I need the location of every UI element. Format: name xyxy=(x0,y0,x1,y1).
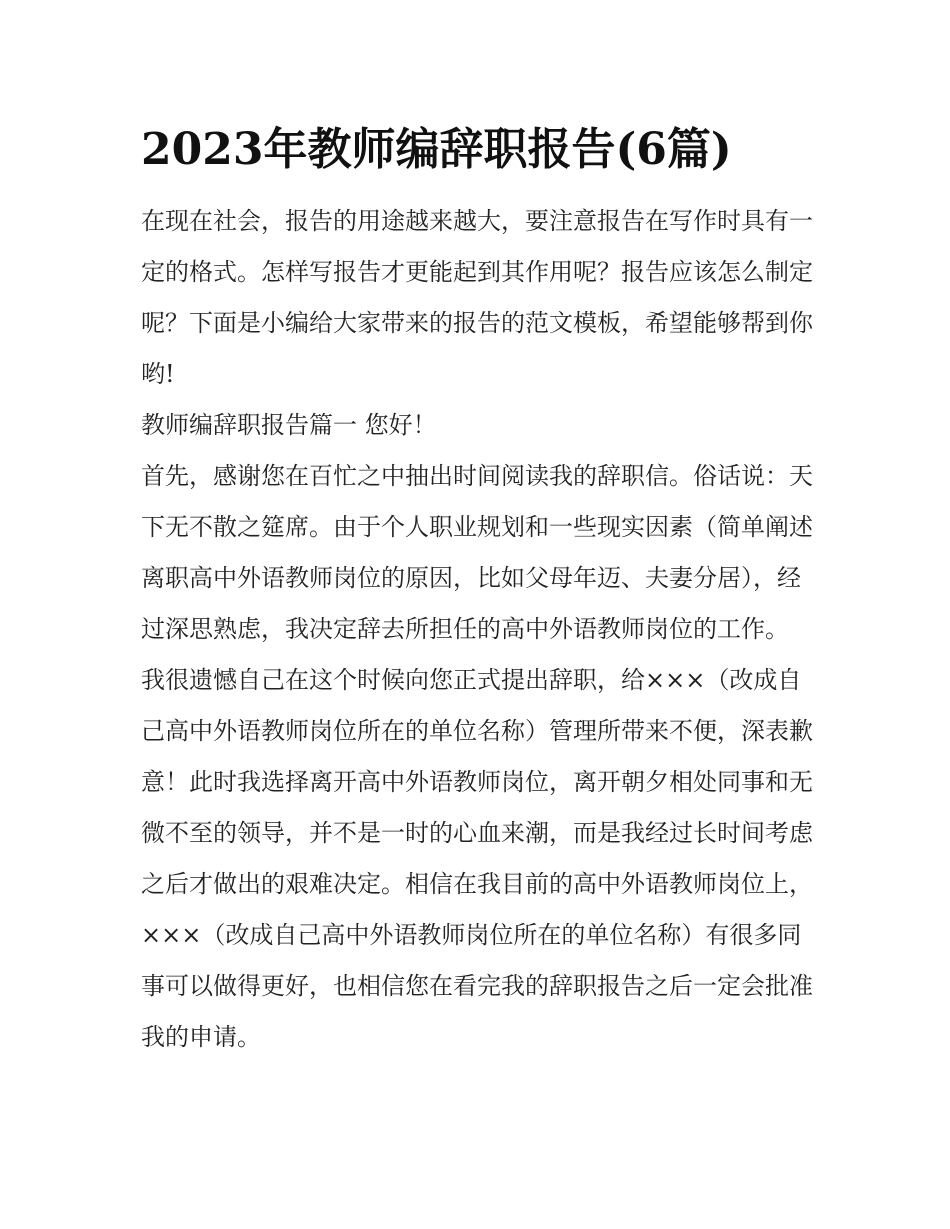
document-title: 2023年教师编辞职报告(6篇) xyxy=(141,124,732,175)
document-body xyxy=(141,118,821,1063)
section-heading-paragraph: 教师编辞职报告篇一 您好！ xyxy=(141,411,437,439)
intro-paragraph: 在现在社会，报告的用途越来越大，要注意报告在写作时具有一定的格式。怎样写报告才更能起到其作用呢？报告应该怎么制定呢？下面是小编给大家带来的报告的范文模板，希望能够帮到你哟! xyxy=(141,207,813,388)
body-paragraph: 首先，感谢您在百忙之中抽出时间阅读我的辞职信。俗话说：天下无不散之筵席。由于个人职业规划和一些现实因素（简单阐述离职高中外语教师岗位的原因，比如父母年迈、夫妻分居），经过深思熟虑，我决定辞去所担任的高中外语教师岗位的工作。 xyxy=(141,462,813,643)
body-paragraph: 我很遗憾自己在这个时候向您正式提出辞职，给×××（改成自己高中外语教师岗位所在的单位名称）管理所带来不便，深表歉意！此时我选择离开高中外语教师岗位，离开朝夕相处同事和无微不至的领导，并不是一时的心血来潮，而是我经过长时间考虑之后才做出的艰难决定。相信在我目前的高中外语教师岗位上，×××（改成自己高中外语教师岗位所在的单位名称）有很多同事可以做得更好，也相信您在看完我的辞职报告之后一定会批准我的申请。 xyxy=(141,666,813,1051)
